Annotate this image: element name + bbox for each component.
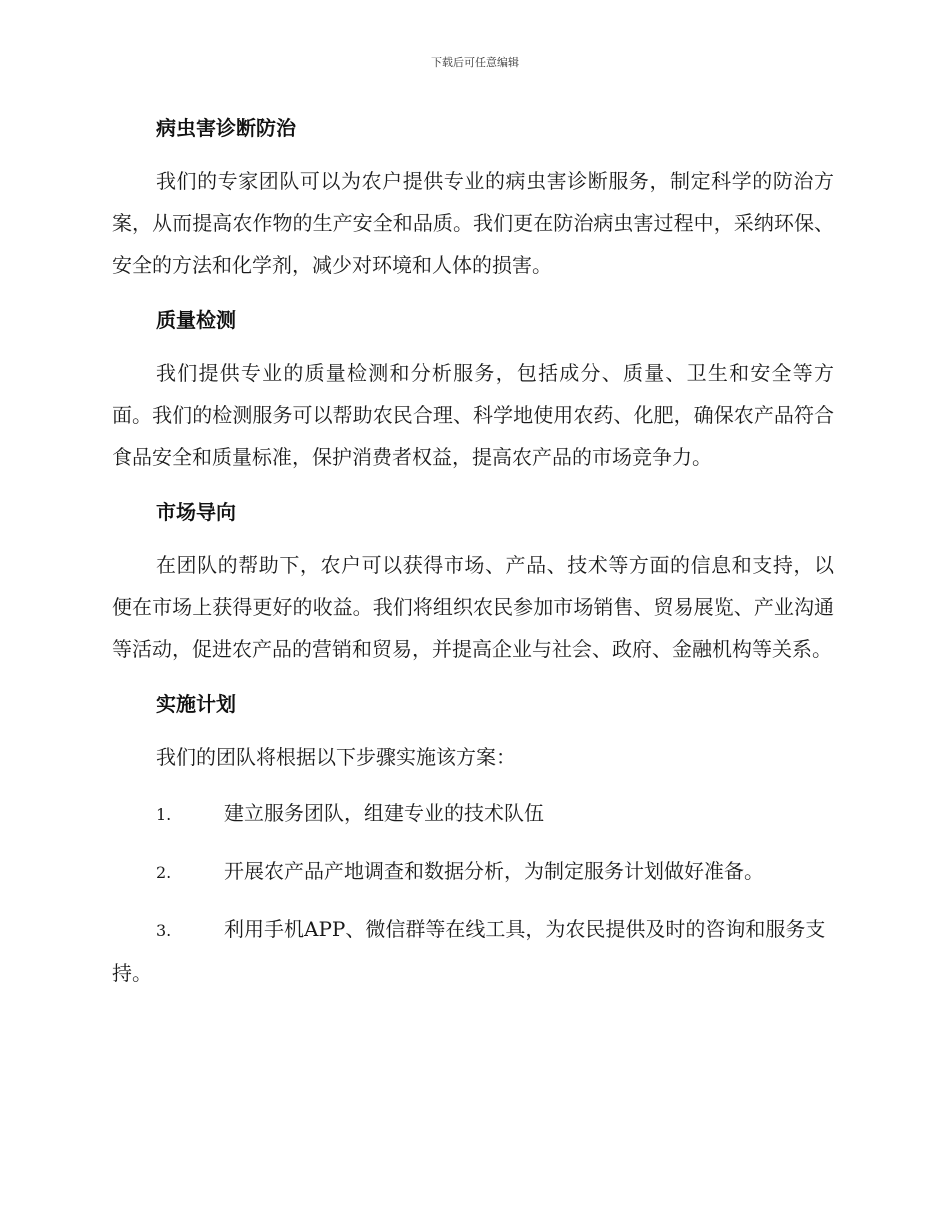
header-note: 下载后可任意编辑 [431,56,519,69]
section-body-implementation-plan: 我们的团队将根据以下步骤实施该方案： [156,745,516,769]
list-item-text: 开展农产品产地调查和数据分析，为制定服务计划做好准备。 [224,859,764,883]
list-item-number: 3. [156,921,172,940]
section-title-implementation-plan: 实施计划 [156,692,236,716]
section-body-quality-testing: 我们提供专业的质量检测和分析服务，包括成分、质量、卫生和安全等方面。我们的检测服务可以帮助农民合理、科学地使用农药、化肥，确保农产品符合食品安全和质量标准，保护消费者权益，提高农产品的市场竞争力。 [112,361,834,469]
list-item-text: 建立服务团队，组建专业的技术队伍 [224,801,544,825]
section-title-pest-control: 病虫害诊断防治 [156,116,296,140]
list-item-text: 利用手机APP、微信群等在线工具，为农民提供及时的咨询和服务支持。 [112,917,826,985]
list-item-number: 2. [156,863,172,882]
list-item [112,908,834,994]
section-title-quality-testing: 质量检测 [156,308,236,332]
list-item [112,792,834,836]
section-title-market-orientation: 市场导向 [156,500,236,524]
document-content [112,108,834,994]
section-body-market-orientation: 在团队的帮助下，农户可以获得市场、产品、技术等方面的信息和支持，以便在市场上获得更好的收益。我们将组织农民参加市场销售、贸易展览、产业沟通等活动，促进农产品的营销和贸易，并提高企业与社会、政府、金融机构等关系。 [112,553,834,661]
list-item [112,850,834,894]
list-item-number: 1. [156,805,172,824]
section-body-pest-control: 我们的专家团队可以为农户提供专业的病虫害诊断服务，制定科学的防治方案，从而提高农作物的生产安全和品质。我们更在防治病虫害过程中，采纳环保、安全的方法和化学剂，减少对环境和人体的损害。 [112,169,834,277]
